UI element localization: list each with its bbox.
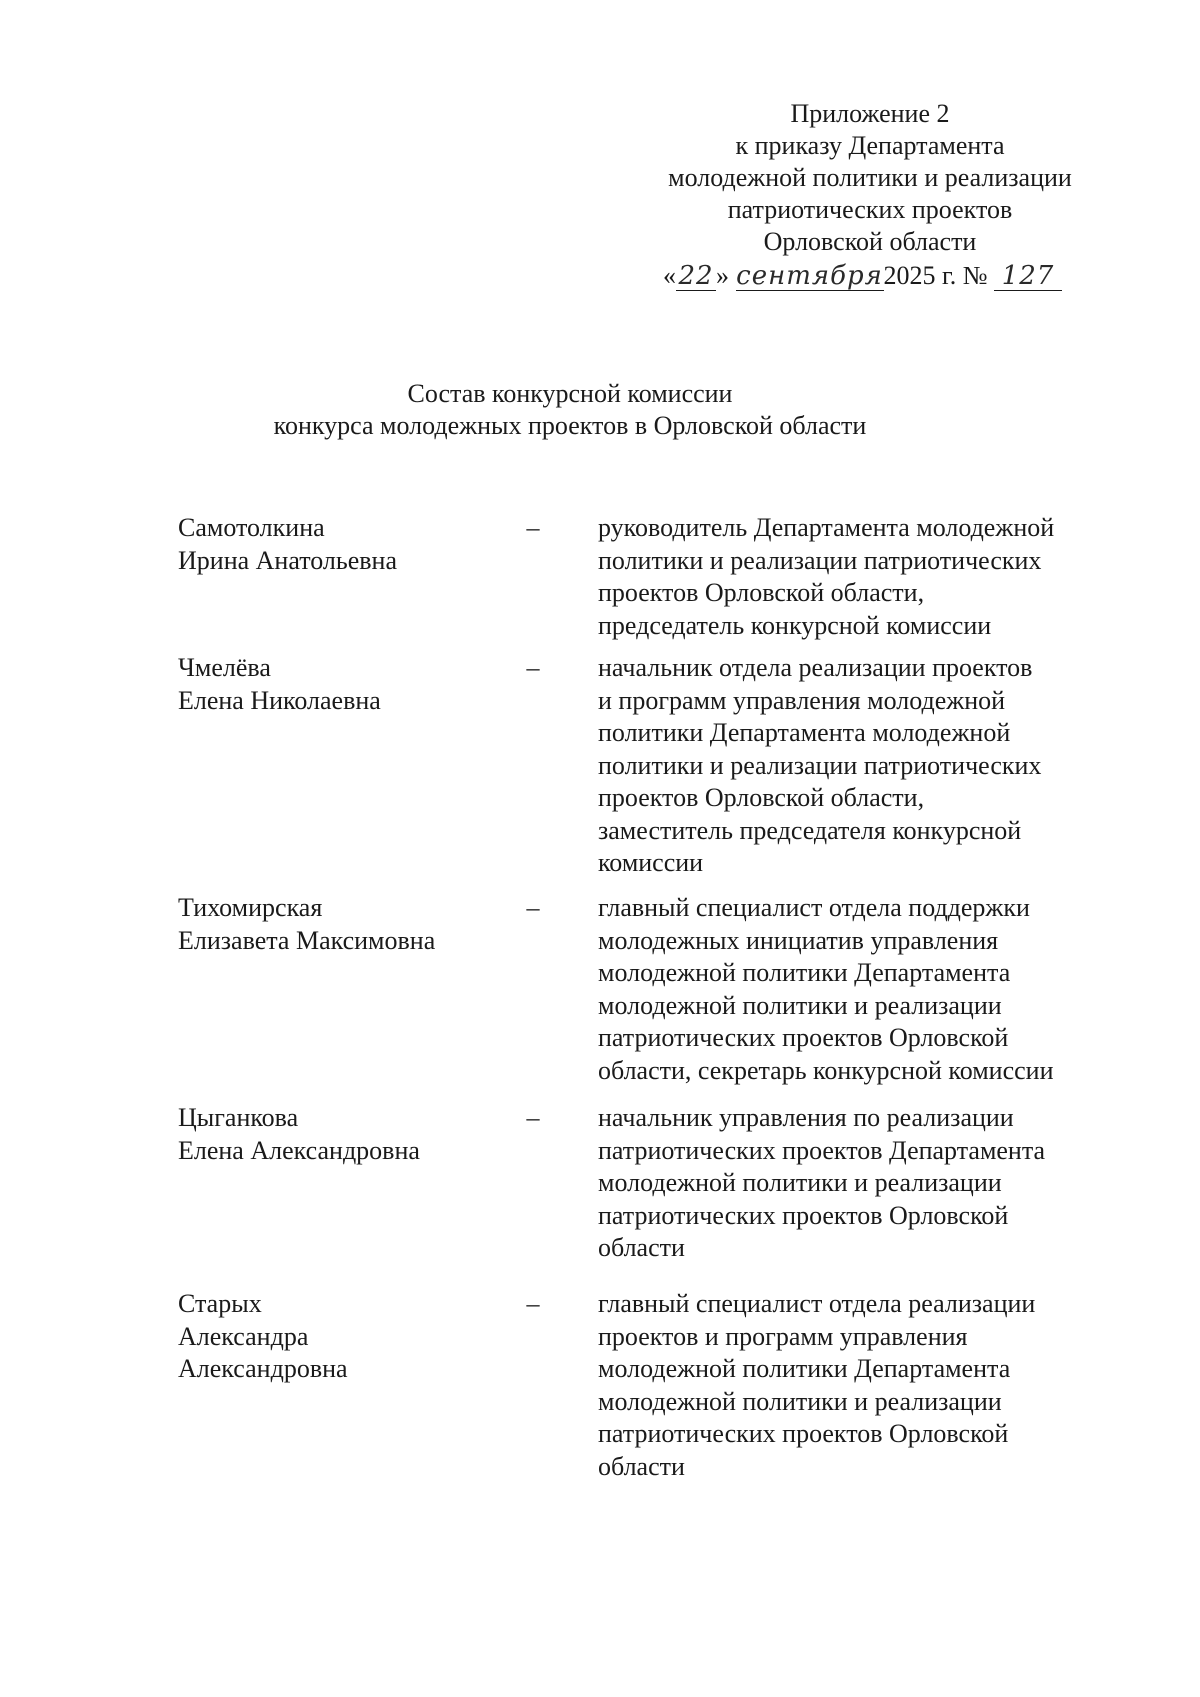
member-given-names: Ирина Анатольевна xyxy=(178,545,397,575)
appendix-line: патриотических проектов xyxy=(727,195,1013,224)
member-surname: Цыганкова xyxy=(178,1103,299,1132)
member-given-names: Александра xyxy=(178,1321,309,1351)
title-line-1: Состав конкурсной комиссии xyxy=(407,379,733,408)
position-line: области xyxy=(598,1451,685,1481)
position-line: области xyxy=(598,1233,685,1262)
appendix-line: Орловской области xyxy=(763,227,977,256)
position-line: и программ управления молодежной xyxy=(598,685,1006,715)
member-name xyxy=(178,1288,498,1386)
member-surname: Самотолкина xyxy=(178,513,325,542)
position-line: начальник отдела реализации проектов xyxy=(598,653,1033,682)
position-line: молодежной политики Департамента xyxy=(598,1354,1011,1383)
member-surname: Старых xyxy=(178,1289,262,1318)
position-line: проектов Орловской области, xyxy=(598,783,925,812)
member-dash: – xyxy=(526,893,540,922)
appendix-line: Приложение 2 xyxy=(790,99,950,128)
position-line: молодежной политики и реализации xyxy=(598,1386,1002,1416)
appendix-line: к приказу Департамента xyxy=(735,131,1005,160)
date-close-quote: » xyxy=(716,261,729,290)
position-line: заместитель председателя конкурсной xyxy=(598,815,1022,845)
position-line: главный специалист отдела поддержки xyxy=(598,893,1030,922)
position-line: патриотических проектов Орловской xyxy=(598,1023,1009,1052)
member-dash: – xyxy=(526,1289,540,1318)
member-name xyxy=(178,892,498,957)
date-open-quote: « xyxy=(663,261,676,290)
member-position xyxy=(598,1102,1118,1265)
position-line: проектов и программ управления xyxy=(598,1321,968,1351)
date-month-handwritten: сентября xyxy=(736,261,883,291)
position-line: начальник управления по реализации xyxy=(598,1103,1014,1132)
document-title xyxy=(160,378,980,442)
position-line: комиссии xyxy=(598,848,704,877)
member-name xyxy=(178,512,498,577)
date-year-number-label: 2025 г. № xyxy=(883,261,988,290)
position-line: патриотических проектов Орловской xyxy=(598,1200,1009,1230)
member-given-names: Елена Александровна xyxy=(178,1135,420,1165)
position-line: политики и реализации патриотических xyxy=(598,545,1042,575)
member-given-names: Елизавета Максимовна xyxy=(178,925,436,955)
position-line: председатель конкурсной комиссии xyxy=(598,610,992,640)
appendix-header xyxy=(650,98,1090,258)
date-day-handwritten: 22 xyxy=(676,262,716,291)
position-line: главный специалист отдела реализации xyxy=(598,1289,1036,1318)
member-position xyxy=(598,1288,1118,1483)
member-surname: Чмелёва xyxy=(178,653,271,682)
member-surname: Тихомирская xyxy=(178,893,323,922)
member-position xyxy=(598,652,1118,880)
position-line: области, секретарь конкурсной комиссии xyxy=(598,1055,1054,1085)
member-dash: – xyxy=(526,513,540,542)
position-line: политики Департамента молодежной xyxy=(598,718,1011,747)
position-line: проектов Орловской области, xyxy=(598,578,925,607)
position-line: патриотических проектов Департамента xyxy=(598,1135,1046,1165)
member-name xyxy=(178,652,498,717)
order-date-line xyxy=(663,260,1103,300)
title-line-2: конкурса молодежных проектов в Орловской области xyxy=(273,411,867,440)
member-patronymic: Александровна xyxy=(178,1354,348,1383)
position-line: молодежной политики и реализации xyxy=(598,1168,1002,1197)
position-line: патриотических проектов Орловской xyxy=(598,1419,1009,1448)
member-position xyxy=(598,512,1118,642)
member-dash: – xyxy=(526,653,540,682)
order-number-handwritten: 127 xyxy=(994,262,1062,291)
member-dash: – xyxy=(526,1103,540,1132)
position-line: молодежной политики Департамента xyxy=(598,958,1011,987)
appendix-line: молодежной политики и реализации xyxy=(668,163,1072,192)
position-line: молодежных инициатив управления xyxy=(598,925,999,955)
member-position xyxy=(598,892,1118,1087)
position-line: молодежной политики и реализации xyxy=(598,990,1002,1020)
member-name xyxy=(178,1102,498,1167)
position-line: руководитель Департамента молодежной xyxy=(598,513,1055,542)
member-given-names: Елена Николаевна xyxy=(178,685,381,715)
position-line: политики и реализации патриотических xyxy=(598,750,1042,780)
